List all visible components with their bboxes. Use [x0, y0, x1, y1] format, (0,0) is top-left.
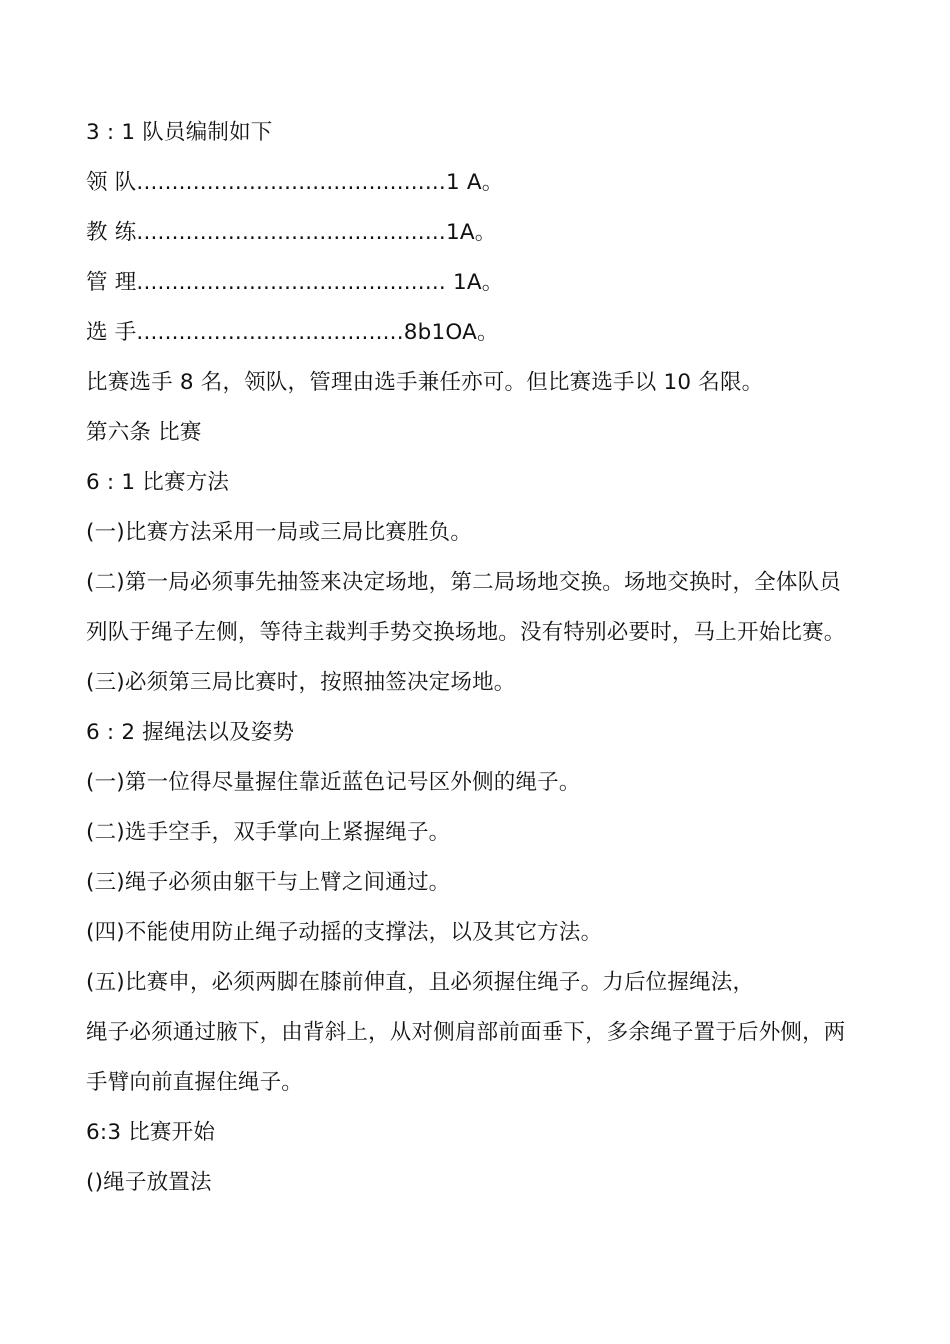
list-item-6-2-3: (三)绳子必须由躯干与上臂之间通过。: [86, 870, 451, 895]
roster-line-manager: 管 理............................................ 1A。: [86, 270, 504, 295]
list-item-6-2-5: (五)比赛申，必须两脚在膝前伸直，且必须握住绳子。力后位握绳法，: [86, 970, 755, 995]
list-item-6-2-2: (二)选手空手，双手掌向上紧握绳子。: [86, 820, 451, 845]
list-item-6-1-1: (一)比赛方法采用一局或三局比赛胜负。: [86, 520, 473, 545]
section-heading-6-3: 6:3 比赛开始: [86, 1120, 216, 1145]
article-heading-6: 第六条 比赛: [86, 420, 202, 445]
section-heading-6-1: 6 : 1 比赛方法: [86, 470, 230, 495]
roster-line-coach: 教 练............................................1A。: [86, 220, 497, 245]
paragraph-player-count: 比赛选手 8 名，领队，管理由选手兼任亦可。但比赛选手以 10 名限。: [86, 370, 764, 395]
document-body: [86, 108, 876, 1208]
list-item-6-2-1: (一)第一位得尽量握住靠近蓝色记号区外侧的绳子。: [86, 770, 581, 795]
roster-line-players: 选 手......................................8b1OA。: [86, 320, 499, 345]
list-item-6-1-2-continued: 列队于绳子左侧，等待主裁判手势交换场地。没有特别必要时，马上开始比赛。: [86, 620, 846, 645]
section-heading-3-1: 3 : 1 队员编制如下: [86, 120, 273, 145]
list-item-6-1-2: (二)第一局必须事先抽签来决定场地，第二局场地交换。场地交换时，全体队员: [86, 570, 841, 595]
list-item-6-2-4: (四)不能使用防止绳子动摇的支撑法，以及其它方法。: [86, 920, 603, 945]
section-heading-6-2: 6 : 2 握绳法以及姿势: [86, 720, 295, 745]
roster-line-leader: 领 队............................................1 A。: [86, 170, 504, 195]
list-item-6-3-1: ()绳子放置法: [86, 1170, 212, 1195]
list-item-6-2-5-continued: 绳子必须通过腋下，由背斜上，从对侧肩部前面垂下，多余绳子置于后外侧，两: [86, 1020, 846, 1045]
list-item-6-1-3: (三)必须第三局比赛时，按照抽签决定场地。: [86, 670, 516, 695]
list-item-6-2-5-continued-end: 手臂向前直握住绳子。: [86, 1070, 304, 1095]
